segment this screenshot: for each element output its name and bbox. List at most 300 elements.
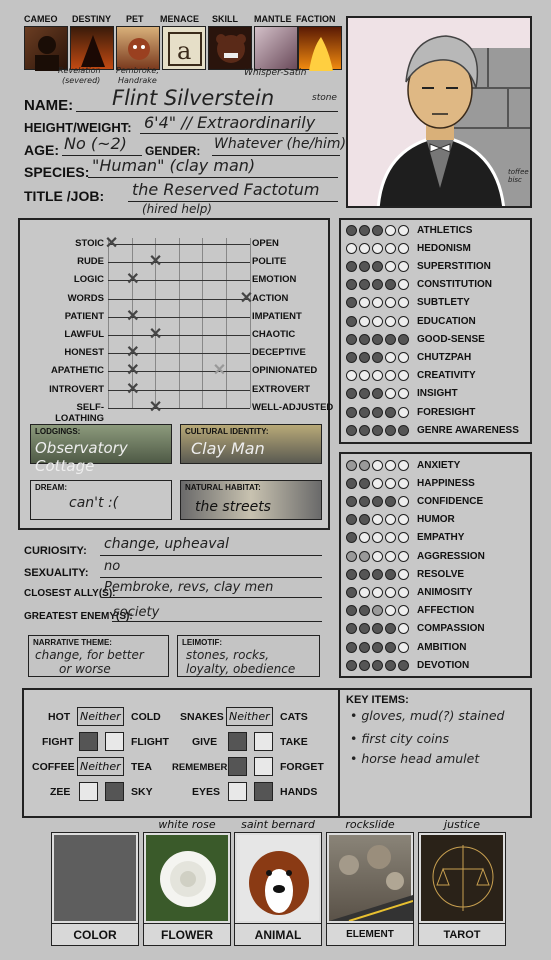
fight-label: FIGHT <box>42 736 74 748</box>
stat-dot[interactable] <box>359 316 370 327</box>
height-value: 6'4" // Extraordinarily <box>144 113 316 132</box>
stat-dot[interactable] <box>346 496 357 507</box>
stat-dot[interactable] <box>385 334 396 345</box>
stat-dot[interactable] <box>385 297 396 308</box>
stat-dot[interactable] <box>385 623 396 634</box>
stat-dot[interactable] <box>359 551 370 562</box>
species-label: SPECIES: <box>24 164 90 180</box>
stat-dot[interactable] <box>359 496 370 507</box>
portrait-note: toffee bisc <box>508 168 529 184</box>
slider-right-label: EMOTION <box>252 274 297 286</box>
element-card <box>326 832 414 946</box>
stat-dot[interactable] <box>359 407 370 418</box>
slider-track <box>108 408 250 409</box>
stat-label: SUPERSTITION <box>417 260 491 272</box>
slider-mark[interactable]: ✕ <box>148 253 163 271</box>
animal-caption: saint bernard <box>241 818 315 831</box>
cats-label: CATS <box>280 711 308 723</box>
title-sub: (hired help) <box>142 202 212 216</box>
stat-dot[interactable] <box>372 569 383 580</box>
stat-dot[interactable] <box>398 551 409 562</box>
stat-dot[interactable] <box>346 514 357 525</box>
stat-dot[interactable] <box>385 587 396 598</box>
stat-row <box>346 295 470 311</box>
sexuality-label: SEXUALITY: <box>24 567 89 579</box>
slider-track <box>108 335 250 336</box>
stat-dot[interactable] <box>398 642 409 653</box>
stat-row <box>346 493 483 509</box>
stat-dot[interactable] <box>372 407 383 418</box>
stat-dot[interactable] <box>359 532 370 543</box>
key-item: • gloves, mud(?) stained <box>350 708 505 723</box>
stat-dot[interactable] <box>398 388 409 399</box>
stat-dot[interactable] <box>398 478 409 489</box>
slider-mark[interactable]: ✕ <box>148 398 163 416</box>
slider-mark[interactable]: ✕ <box>126 344 140 362</box>
stat-row <box>346 457 460 473</box>
stat-dot[interactable] <box>372 532 383 543</box>
fight-checkbox[interactable] <box>79 732 98 751</box>
justice-tarot-image <box>421 835 503 921</box>
lodgings-box <box>30 424 172 475</box>
stat-dot[interactable] <box>372 279 383 290</box>
slider-right-label: WELL-ADJUSTED <box>252 401 334 413</box>
stat-dot[interactable] <box>372 642 383 653</box>
stat-dot[interactable] <box>385 551 396 562</box>
slider-grid-line <box>226 238 227 408</box>
element-card-label: ELEMENT <box>327 923 413 945</box>
stat-dot[interactable] <box>346 352 357 363</box>
stat-dot[interactable] <box>346 261 357 272</box>
slider-left-label: STOIC <box>75 238 104 249</box>
stat-label: ANIMOSITY <box>417 586 473 598</box>
stat-dot[interactable] <box>385 407 396 418</box>
flower-caption: white rose <box>158 818 216 831</box>
stat-label: ANXIETY <box>417 459 461 471</box>
stat-dot[interactable] <box>359 587 370 598</box>
rockslide-image <box>329 835 411 921</box>
slider-grid-line <box>202 238 203 408</box>
stat-dot[interactable] <box>372 605 383 616</box>
stat-dot[interactable] <box>346 243 357 254</box>
stat-dot[interactable] <box>385 352 396 363</box>
cold-label: COLD <box>131 711 161 723</box>
stat-row <box>346 277 492 293</box>
portrait-art <box>348 18 532 208</box>
stat-row <box>346 548 485 564</box>
sky-checkbox[interactable] <box>105 782 124 801</box>
enemy-value: society <box>113 605 160 620</box>
stat-dot[interactable] <box>398 587 409 598</box>
stat-dot[interactable] <box>398 660 409 671</box>
dream-box <box>30 480 172 520</box>
slider-right-label: OPEN <box>252 238 279 249</box>
stat-dot[interactable] <box>385 388 396 399</box>
cultural-identity-box <box>180 424 322 464</box>
stat-dot[interactable] <box>359 514 370 525</box>
stat-label: COMPASSION <box>417 623 485 635</box>
pet-subname-note: Handrake <box>118 76 157 85</box>
stat-dot[interactable] <box>346 297 357 308</box>
stat-dot[interactable] <box>346 316 357 327</box>
title-value: the Reserved Factotum <box>132 180 320 199</box>
slider-left-label: PATIENT <box>64 310 104 322</box>
stat-dot[interactable] <box>372 243 383 254</box>
stat-dot[interactable] <box>346 605 357 616</box>
stat-dot[interactable] <box>385 514 396 525</box>
hot-label: HOT <box>48 711 71 723</box>
stat-dot[interactable] <box>346 642 357 653</box>
pet-icon <box>116 26 160 70</box>
stat-dot[interactable] <box>372 388 383 399</box>
stat-dot[interactable] <box>398 460 409 471</box>
stat-dot[interactable] <box>346 587 357 598</box>
stat-dot[interactable] <box>385 316 396 327</box>
stat-dot[interactable] <box>385 642 396 653</box>
stat-dot[interactable] <box>372 623 383 634</box>
stat-dot[interactable] <box>372 587 383 598</box>
stat-dot[interactable] <box>398 407 409 418</box>
forget-checkbox[interactable] <box>254 757 273 776</box>
natural-habitat-title: NATURAL HABITAT: <box>185 483 261 492</box>
stat-dot[interactable] <box>372 261 383 272</box>
stat-dot[interactable] <box>398 225 409 236</box>
color-card <box>51 832 139 946</box>
slider-track <box>108 244 250 245</box>
stat-dot[interactable] <box>385 660 396 671</box>
stat-label: CONSTITUTION <box>417 279 492 291</box>
stat-dot[interactable] <box>398 279 409 290</box>
stat-dot[interactable] <box>372 316 383 327</box>
key-item: • horse head amulet <box>350 751 480 766</box>
stat-dot[interactable] <box>385 460 396 471</box>
remember-checkbox[interactable] <box>228 757 247 776</box>
stat-dot[interactable] <box>398 297 409 308</box>
stat-dot[interactable] <box>372 478 383 489</box>
narrative-theme-box <box>28 635 169 677</box>
stat-row <box>346 349 471 365</box>
stat-dot[interactable] <box>372 460 383 471</box>
stat-row <box>346 404 475 420</box>
narrative-theme-title: NARRATIVE THEME: <box>33 638 112 647</box>
stat-row <box>346 639 466 655</box>
snakes-cats-neither[interactable]: Neither <box>226 707 273 726</box>
slider-mark[interactable]: ✕ <box>104 235 119 252</box>
slider-left-label: SELF-LOATHING <box>55 401 104 424</box>
faction-icon <box>298 26 342 70</box>
slider-grid-line <box>179 238 180 408</box>
stat-dot[interactable] <box>385 279 396 290</box>
name-label: NAME: <box>24 97 74 114</box>
sexuality-value: no <box>104 559 121 574</box>
stat-dot[interactable] <box>346 623 357 634</box>
stat-dot[interactable] <box>359 279 370 290</box>
stat-dot[interactable] <box>359 605 370 616</box>
stat-dot[interactable] <box>359 425 370 436</box>
slider-mark[interactable]: ✕ <box>126 307 140 325</box>
stat-label: ATHLETICS <box>417 224 473 236</box>
species-value: "Human" (clay man) <box>92 156 256 175</box>
mantle-subname: Whisper-Satin <box>244 68 307 78</box>
stat-dot[interactable] <box>385 243 396 254</box>
stat-dot[interactable] <box>372 334 383 345</box>
slider-mark[interactable]: ✕ <box>126 362 140 380</box>
curiosity-value: change, upheaval <box>104 536 230 552</box>
stat-row <box>346 621 485 637</box>
stat-dot[interactable] <box>398 605 409 616</box>
leitmotif-value-2: loyalty, obedience <box>186 662 296 676</box>
stat-label: AFFECTION <box>417 605 475 617</box>
stat-dot[interactable] <box>359 642 370 653</box>
gender-label: GENDER: <box>145 144 201 158</box>
stat-dot[interactable] <box>398 496 409 507</box>
stat-label: CREATIVITY <box>417 370 476 382</box>
stat-dot[interactable] <box>385 496 396 507</box>
slider-left-label: HONEST <box>64 347 104 359</box>
ally-value: Pembroke, revs, clay men <box>104 580 274 595</box>
pet-subname: Pembroke, <box>116 66 159 75</box>
stat-dot[interactable] <box>385 569 396 580</box>
stat-dot[interactable] <box>359 225 370 236</box>
cultural-identity-title: CULTURAL IDENTITY: <box>185 427 269 436</box>
lodgings-title: LODGINGS: <box>35 427 81 436</box>
stat-dot[interactable] <box>346 532 357 543</box>
stat-dot[interactable] <box>359 334 370 345</box>
skill-label: SKILL <box>212 14 238 24</box>
stat-dot[interactable] <box>346 407 357 418</box>
natural-habitat-box <box>180 480 322 520</box>
stat-dot[interactable] <box>398 316 409 327</box>
flower-card <box>143 832 231 946</box>
stat-row <box>346 331 485 347</box>
stat-dot[interactable] <box>359 261 370 272</box>
stat-dot[interactable] <box>372 425 383 436</box>
narrative-theme-value-1: change, for better <box>35 648 144 662</box>
slider-mark[interactable]: ✕ <box>148 326 163 343</box>
coffee-tea-neither[interactable]: Neither <box>77 757 124 776</box>
stat-dot[interactable] <box>359 478 370 489</box>
hands-label: HANDS <box>280 786 318 798</box>
key-items-title: KEY ITEMS: <box>346 694 409 706</box>
stat-dot[interactable] <box>346 569 357 580</box>
stat-dot[interactable] <box>372 297 383 308</box>
stat-dot[interactable] <box>385 225 396 236</box>
stat-row <box>346 584 473 600</box>
stat-dot[interactable] <box>372 352 383 363</box>
stat-dot[interactable] <box>398 352 409 363</box>
stat-dot[interactable] <box>398 623 409 634</box>
name-value: Flint Silverstein <box>112 86 275 110</box>
slider-grid-line <box>250 238 251 408</box>
stat-dot[interactable] <box>398 370 409 381</box>
take-checkbox[interactable] <box>254 732 273 751</box>
forget-label: FORGET <box>280 761 324 773</box>
dream-title: DREAM: <box>35 483 67 492</box>
stat-dot[interactable] <box>372 551 383 562</box>
stat-row <box>346 368 476 384</box>
slider-left-label: RUDE <box>77 256 104 268</box>
stat-dot[interactable] <box>346 551 357 562</box>
slider-grid-line <box>108 238 109 408</box>
stat-label: DEVOTION <box>417 659 470 671</box>
faction-label: FACTION <box>296 14 336 24</box>
stat-dot[interactable] <box>346 660 357 671</box>
slider-right-label: POLITE <box>252 256 287 268</box>
slider-right-label: OPINIONATED <box>252 365 318 377</box>
stat-dot[interactable] <box>359 370 370 381</box>
tea-label: TEA <box>131 761 152 773</box>
snakes-label: SNAKES <box>180 711 224 723</box>
stat-dot[interactable] <box>385 261 396 272</box>
stat-label: EDUCATION <box>417 315 476 327</box>
stat-label: EMPATHY <box>417 532 465 544</box>
stat-dot[interactable] <box>385 478 396 489</box>
dream-value: can't :( <box>69 495 119 511</box>
eyes-checkbox[interactable] <box>228 782 247 801</box>
stat-dot[interactable] <box>372 225 383 236</box>
leitmotif-box <box>177 635 320 677</box>
stat-dot[interactable] <box>385 532 396 543</box>
stat-label: HUMOR <box>417 514 455 526</box>
stat-dot[interactable] <box>385 425 396 436</box>
slider-left-label: LOGIC <box>73 274 104 286</box>
slider-track <box>108 262 250 263</box>
stat-label: AMBITION <box>417 641 467 653</box>
stat-dot[interactable] <box>346 370 357 381</box>
stat-row <box>346 422 519 438</box>
stat-dot[interactable] <box>398 243 409 254</box>
take-label: TAKE <box>280 736 308 748</box>
stat-label: CONFIDENCE <box>417 495 484 507</box>
enemy-label: GREATEST ENEMY(S): <box>24 611 133 622</box>
flight-label: FLIGHT <box>131 736 169 748</box>
stat-dot[interactable] <box>346 334 357 345</box>
age-label: AGE: <box>24 142 59 158</box>
stat-dot[interactable] <box>398 532 409 543</box>
slider-left-label: LAWFUL <box>64 329 104 340</box>
tarot-card-label: TAROT <box>419 923 505 945</box>
stat-dot[interactable] <box>359 569 370 580</box>
menace-label: MENACE <box>160 14 200 24</box>
stat-dot[interactable] <box>359 352 370 363</box>
destiny-icon <box>70 26 114 70</box>
stat-dot[interactable] <box>346 425 357 436</box>
slider-mark[interactable]: ✕ <box>126 380 140 398</box>
hands-checkbox[interactable] <box>254 782 273 801</box>
slider-right-label: IMPATIENT <box>252 310 302 322</box>
stat-dot[interactable] <box>398 514 409 525</box>
give-checkbox[interactable] <box>228 732 247 751</box>
stat-row <box>346 657 469 673</box>
stat-row <box>346 512 455 528</box>
slider-mark[interactable]: ✕ <box>239 289 254 307</box>
stat-dot[interactable] <box>359 623 370 634</box>
curiosity-label: CURIOSITY: <box>24 545 87 557</box>
lodgings-value: Observatory Cottage <box>35 439 128 475</box>
stat-dot[interactable] <box>346 279 357 290</box>
slider-right-label: CHAOTIC <box>252 329 296 340</box>
destiny-subname: Revelation <box>58 66 101 75</box>
slider-right-label: ACTION <box>252 292 289 304</box>
sky-label: SKY <box>131 786 153 798</box>
slider-left-label: INTROVERT <box>49 383 104 395</box>
stat-dot[interactable] <box>346 478 357 489</box>
cameo-icon <box>24 26 68 70</box>
hot-cold-neither[interactable]: Neither <box>77 707 124 726</box>
flight-checkbox[interactable] <box>105 732 124 751</box>
stat-label: GOOD-SENSE <box>417 333 485 345</box>
age-value: No (~2) <box>64 134 127 153</box>
stat-dot[interactable] <box>372 660 383 671</box>
stat-dot[interactable] <box>359 297 370 308</box>
animal-card <box>234 832 322 946</box>
skill-icon <box>208 26 252 70</box>
leitmotif-title: LEIMOTIF: <box>182 638 222 647</box>
mantle-icon <box>254 26 298 70</box>
animal-card-label: ANIMAL <box>235 923 321 945</box>
stat-dot[interactable] <box>346 388 357 399</box>
slider-right-label: EXTROVERT <box>252 383 311 395</box>
eyes-label: EYES <box>192 786 221 798</box>
character-portrait <box>346 16 532 208</box>
svg-text:a: a <box>177 37 192 65</box>
slider-mark[interactable]: ✕ <box>212 362 227 380</box>
stat-dot[interactable] <box>398 334 409 345</box>
stat-row <box>346 603 474 619</box>
key-item: • first city coins <box>350 731 450 746</box>
stat-dot[interactable] <box>385 605 396 616</box>
narrative-theme-value-2: or worse <box>59 662 111 676</box>
slider-track <box>108 299 250 300</box>
stat-dot[interactable] <box>359 388 370 399</box>
stat-label: AGGRESSION <box>417 550 485 562</box>
zee-checkbox[interactable] <box>79 782 98 801</box>
stat-dot[interactable] <box>398 569 409 580</box>
element-caption: rockslide <box>345 818 395 831</box>
stat-dot[interactable] <box>372 514 383 525</box>
destiny-label: DESTINY <box>72 14 112 24</box>
stat-dot[interactable] <box>385 370 396 381</box>
give-label: GIVE <box>192 736 218 748</box>
color-card-label: COLOR <box>52 923 138 945</box>
stat-dot[interactable] <box>359 243 370 254</box>
stat-dot[interactable] <box>346 225 357 236</box>
stat-row <box>346 475 475 491</box>
stat-label: INSIGHT <box>417 388 458 400</box>
stat-row <box>346 566 464 582</box>
destiny-subname-note: (severed) <box>62 76 101 85</box>
stat-row <box>346 222 472 238</box>
coffee-label: COFFEE <box>32 761 75 773</box>
stat-dot[interactable] <box>372 370 383 381</box>
stat-label: SUBTLETY <box>417 297 470 309</box>
stat-dot[interactable] <box>398 261 409 272</box>
stat-label: RESOLVE <box>417 568 465 580</box>
stat-dot[interactable] <box>346 460 357 471</box>
stat-label: HAPPINESS <box>417 477 475 489</box>
stat-dot[interactable] <box>359 660 370 671</box>
stat-dot[interactable] <box>372 496 383 507</box>
slider-left-label: WORDS <box>67 292 104 304</box>
stat-dot[interactable] <box>359 460 370 471</box>
stat-label: CHUTZPAH <box>417 351 472 363</box>
title-label: TITLE /JOB: <box>24 188 105 204</box>
stat-label: HEDONISM <box>417 242 471 254</box>
cultural-identity-value: Clay Man <box>191 439 265 458</box>
stat-row <box>346 530 464 546</box>
slider-mark[interactable]: ✕ <box>126 271 140 289</box>
stat-dot[interactable] <box>398 425 409 436</box>
